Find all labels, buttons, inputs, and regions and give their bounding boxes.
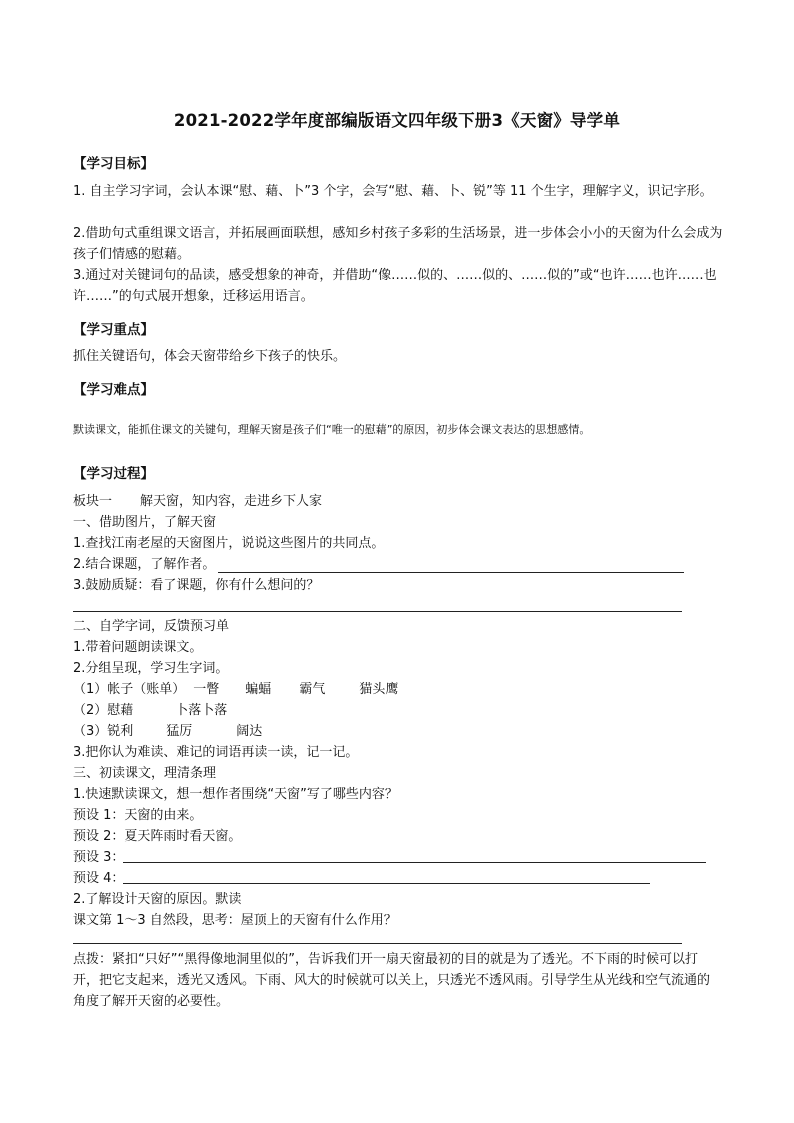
p1-item3: 3.鼓励质疑：看了课题，你有什么想问的？ <box>73 578 320 593</box>
page-title: 2021-2022学年度部编版语文四年级下册3《天窗》导学单 <box>173 111 621 130</box>
p1-item2: 2.结合课题，了解作者。 <box>73 557 216 572</box>
answer-line-question[interactable] <box>73 611 682 612</box>
preset-2: 预设 2：夏天阵雨时看天窗。 <box>73 829 242 844</box>
p3-item1: 1.快速默读课文，想一想作者围绕“天窗”写了哪些内容？ <box>73 787 398 802</box>
word-group-2-label: （2）慰藉 <box>73 703 134 718</box>
word-yipie: 一瞥 <box>193 682 220 697</box>
preset-4: 预设 4： <box>73 871 125 886</box>
process-heading: 【学习过程】 <box>73 466 154 482</box>
key-text: 抓住关键语句，体会天窗带给乡下孩子的快乐。 <box>73 349 347 364</box>
word-maotouying: 猫头鹰 <box>359 682 399 697</box>
answer-line-preset-3[interactable] <box>123 862 706 863</box>
p1-item1: 1.查找江南老屋的天窗图片，说说这些图片的共同点。 <box>73 536 385 551</box>
part1-heading: 一、借助图片，了解天窗 <box>73 515 217 530</box>
p3-item3: 课文第 1～3 自然段，思考：屋顶上的天窗有什么作用？ <box>73 913 397 928</box>
word-group-3 <box>73 722 262 742</box>
block1-line <box>73 492 322 512</box>
p3-item2: 2.了解设计天窗的原因。默读 <box>73 892 242 907</box>
answer-line-function[interactable] <box>73 943 682 944</box>
word-buluo: 卜落卜落 <box>175 703 228 718</box>
difficult-heading: 【学习难点】 <box>73 382 154 398</box>
p2-item1: 1.带着问题朗读课文。 <box>73 640 203 655</box>
p2-item2: 2.分组呈现，学习生字词。 <box>73 661 229 676</box>
key-heading: 【学习重点】 <box>73 322 154 338</box>
block1-title: 解天窗，知内容，走进乡下人家 <box>140 494 323 509</box>
goal-3: 3.通过对关键词句的品读，感受想象的神奇，并借助“像……似的、……似的、……似的”或“也许……也许……也许……”的句式展开想象，迁移运用语言。 <box>73 268 717 304</box>
word-baqi: 霸气 <box>299 682 326 697</box>
goal-2: 2.借助句式重组课文语言，并拓展画面联想，感知乡村孩子多彩的生活场景，进一步体会小小的天窗为什么会成为孩子们情感的慰藉。 <box>73 226 723 262</box>
block1-label: 板块一 <box>73 494 113 509</box>
goals-heading: 【学习目标】 <box>73 156 154 172</box>
word-group-1-label: （1）帐子（账单） <box>73 682 186 697</box>
part2-heading: 二、自学字词，反馈预习单 <box>73 619 230 634</box>
word-bianfu: 蝙蝠 <box>245 682 272 697</box>
part3-heading: 三、初读课文，理清条理 <box>73 766 217 781</box>
answer-line-preset-4[interactable] <box>123 883 650 884</box>
guidance-note: 点拨：紧扣“只好”“黑得像地洞里似的”，告诉我们开一扇天窗最初的目的就是为了透光。不下雨的时候可以打开，把它支起来，透光又透风。下雨、风大的时候就可以关上，只透光不透风雨。引导学生从光线和空气流通的角度了解开天窗的必要性。 <box>73 952 711 1009</box>
word-group-3-label: （3）锐利 <box>73 724 134 739</box>
preset-1: 预设 1：天窗的由来。 <box>73 808 203 823</box>
word-group-2 <box>73 701 227 721</box>
p2-item3: 3.把你认为难读、难记的词语再读一读，记一记。 <box>73 745 359 760</box>
answer-line-author[interactable] <box>218 572 684 573</box>
preset-3: 预设 3： <box>73 850 125 865</box>
word-group-1 <box>73 680 398 700</box>
goal-1: 1. 自主学习字词，会认本课“慰、藉、卜”3 个字，会写“慰、藉、卜、锐”等 11 个生字，理解字义，识记字形。 <box>73 184 713 199</box>
difficult-text: 默读课文，能抓住课文的关键句，理解天窗是孩子们“唯一的慰藉”的原因，初步体会课文表达的思想感情。 <box>73 423 591 436</box>
word-mengli: 猛厉 <box>166 724 193 739</box>
word-kuoda: 阔达 <box>236 724 263 739</box>
